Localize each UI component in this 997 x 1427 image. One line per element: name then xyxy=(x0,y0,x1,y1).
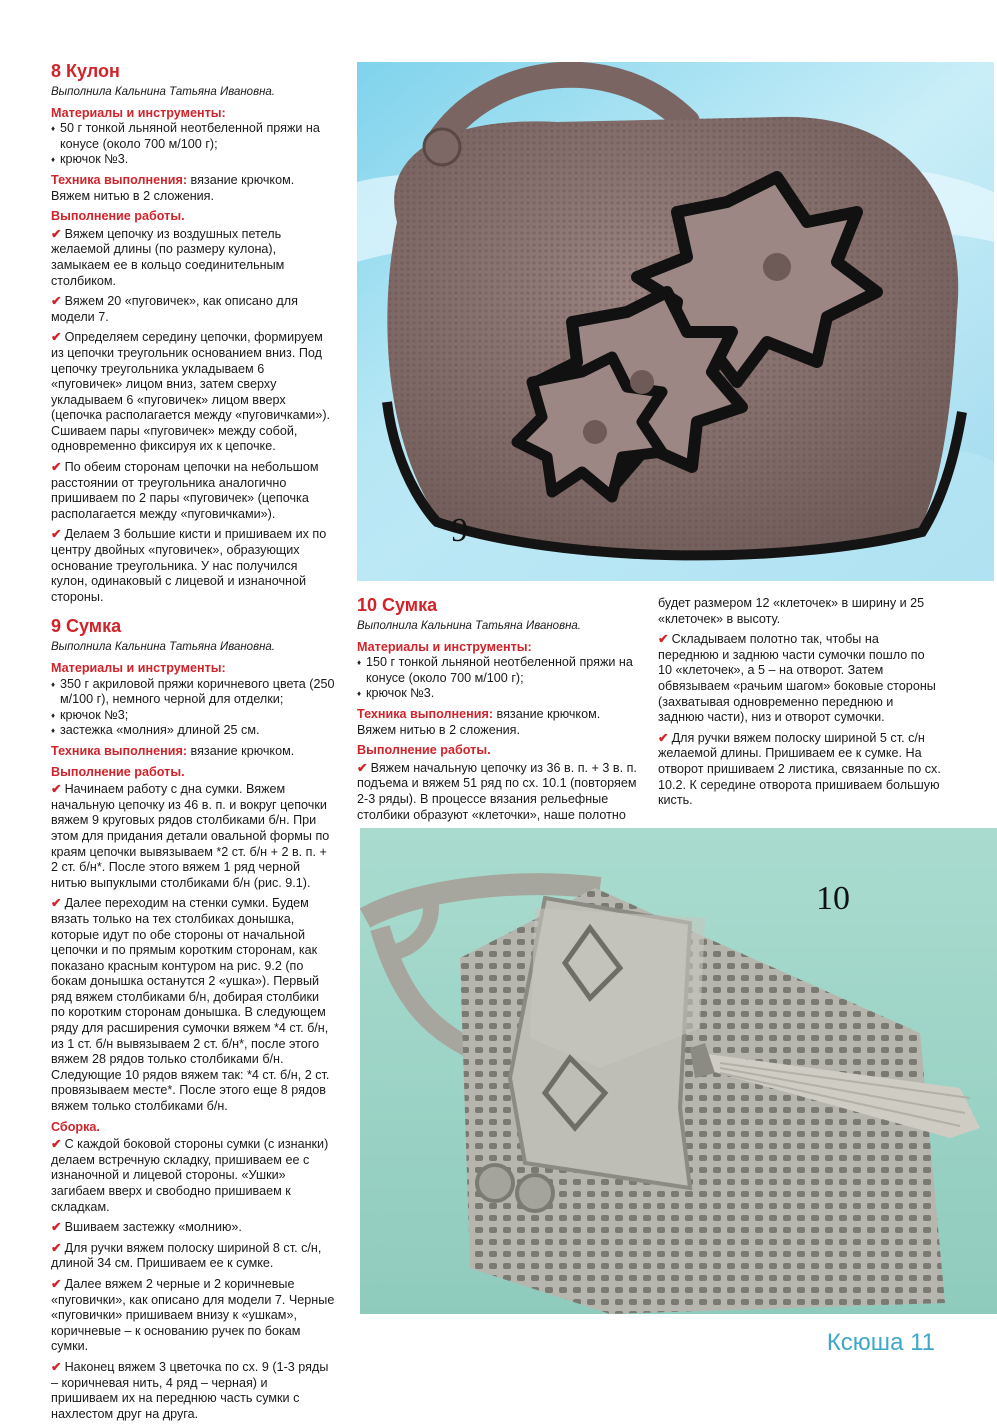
s9-step xyxy=(51,782,335,891)
s8-materials-head: Материалы и инструменты: xyxy=(51,105,226,120)
check-icon: ✔ xyxy=(51,1240,62,1255)
s8-technique xyxy=(51,173,335,204)
bag-9-illustration xyxy=(357,62,994,581)
s9-work-head: Выполнение работы. xyxy=(51,764,185,779)
s8-tech-head: Техника выполнения: xyxy=(51,172,188,187)
s10-step-cont: будет размером 12 «клеточек» в ширину и 25 «клеточек» в высоту. xyxy=(658,596,925,626)
check-icon: ✔ xyxy=(51,1220,62,1235)
s9-assembly-head: Сборка. xyxy=(51,1119,100,1134)
s10-author: Выполнила Кальнина Татьяна Ивановна. xyxy=(357,620,581,632)
s10-step xyxy=(357,761,638,823)
s10-column-2 xyxy=(658,596,942,814)
check-icon: ✔ xyxy=(51,330,62,345)
check-icon: ✔ xyxy=(51,896,62,911)
s9-materials xyxy=(51,677,335,739)
step-text: С каждой боковой стороны сумки (с изнанки) делаем встречную складку, пришиваем ее с изнаночной и лицевой стороны. «Ушки» загибаем вверх и свободно пришиваем к складкам. xyxy=(51,1137,329,1214)
step-text: Для ручки вяжем полоску шириной 8 ст. с/н, длиной 34 см. Пришиваем ее к сумке. xyxy=(51,1240,322,1271)
check-icon: ✔ xyxy=(658,730,669,745)
step-text: Определяем середину цепочки, формируем из цепочки треугольник основанием вниз. Под цепочку треугольника укладываем 6 «пуговичек» лицом вниз, затем сверху укладываем 6 «пуговичек» лицом вверх (цепочка располагается между «пуговичками»). Сшиваем пары «пуговичек» между собой, одновременно фиксируя их к цепочке. xyxy=(51,330,331,454)
s10-tech-text: вязание крючком. Вяжем нитью в 2 сложения. xyxy=(357,706,601,737)
s8-tech-text: вязание крючком. Вяжем нитью в 2 сложения. xyxy=(51,172,295,203)
step-text: Вшиваем застежку «молнию». xyxy=(64,1220,242,1235)
list-item: ♦ застежка «молния» длиной 25 см. xyxy=(51,723,335,739)
s10-tech-head: Техника выполнения: xyxy=(357,706,494,721)
s10-column-1 xyxy=(357,594,638,828)
s9-assembly-step xyxy=(51,1360,335,1422)
s10-technique xyxy=(357,707,638,738)
list-item: ♦ крючок №3. xyxy=(357,686,638,702)
step-text: Для ручки вяжем полоску шириной 5 ст. с/н желаемой длины. Пришиваем ее к сумке. На отворот пришиваем 2 листика, связанные по сх. 10.2. К середине отворота пришиваем большую кисть. xyxy=(658,730,941,808)
check-icon: ✔ xyxy=(658,632,669,647)
step-text: Начинаем работу с дна сумки. Вяжем начальную цепочку из 46 в. п. и вокруг цепочки вяжем 9 круговых рядов столбиками б/н. При этом для придания детали овальной формы по краям цепочки вывязываем *2 ст. б/н + 2 в. п. + 2 ст. б/н*. После этого вяжем 1 ряд черной нитью выпуклыми столбиками б/н (рис. 9.1). xyxy=(51,782,330,890)
photo-9-number: 9 xyxy=(451,512,468,549)
s8-author: Выполнила Кальнина Татьяна Ивановна. xyxy=(51,86,275,98)
s9-assembly-step xyxy=(51,1220,335,1236)
list-item: ♦ 50 г тонкой льняной неотбеленной пряжи на конусе (около 700 м/100 г); xyxy=(51,121,335,152)
step-text: Далее вяжем 2 черные и 2 коричневые «пуговички», как описано для модели 7. Черные «пуговички» пришиваем внизу к «ушкам», коричневые – к основанию ручек по бокам сумки. xyxy=(51,1276,335,1354)
s10-materials-head: Материалы и инструменты: xyxy=(357,639,532,654)
list-item: ♦ 150 г тонкой льняной неотбеленной пряжи на конусе (около 700 м/100 г); xyxy=(357,655,638,686)
step-text: Складываем полотно так, чтобы на переднюю и заднюю части сумочки пошло по 10 «клеточек», а 5 – на отворот. Затем обвязываем «рачьим шагом» боковые стороны (захватывая одновременно переднюю и заднюю части), низ и отворот сумочки. xyxy=(658,632,936,725)
s8-step xyxy=(51,330,335,455)
list-item: ♦ крючок №3. xyxy=(51,152,335,168)
s8-materials xyxy=(51,121,335,168)
list-item: ♦ 350 г акриловой пряжи коричневого цвета (250 м/100 г), немного черной для отделки; xyxy=(51,677,335,708)
left-column xyxy=(51,60,335,1427)
step-text: Далее переходим на стенки сумки. Будем вязать только на тех столбиках донышка, которые идут по обе стороны от начальной цепочки и по прямым коротким сторонам, как показано красным контуром на рис. 9.2 (по бокам донышка останутся 2 «ушка»). Первый ряд вяжем столбиками б/н, добирая столбики по коротким сторонам донышка. В следующем ряду для расширения сумочки вяжем *4 ст. б/н, из 1 ст. б/н вывязываем 2 ст. б/н*, после этого вяжем 28 рядов только столбиками б/н. Следующие 10 рядов вяжем так: *4 ст. б/н, 2 ст. провязываем месте*. После этого еще 8 рядов вяжем только столбиками б/н. xyxy=(51,896,330,1114)
check-icon: ✔ xyxy=(51,1137,62,1152)
s9-technique xyxy=(51,744,335,760)
s9-assembly-step xyxy=(51,1241,335,1272)
check-icon: ✔ xyxy=(51,1359,62,1374)
step-text: Вяжем 20 «пуговичек», как описано для модели 7. xyxy=(51,294,298,324)
photo-10-number: 10 xyxy=(816,880,850,917)
s9-assembly-step xyxy=(51,1137,335,1215)
step-text: Делаем 3 большие кисти и пришиваем их по центру двойных «пуговичек», образующих основание треугольника. У нас получился кулон, одинаковый с лицевой и изнаночной стороны. xyxy=(51,527,327,604)
photo-bag-10 xyxy=(360,828,997,1314)
s10-work-head: Выполнение работы. xyxy=(357,743,491,758)
s10-step xyxy=(658,731,942,809)
s10-step xyxy=(658,632,942,726)
page-footer: Ксюша 11 xyxy=(826,1329,935,1356)
check-icon: ✔ xyxy=(51,226,62,241)
list-item: ♦ крючок №3; xyxy=(51,708,335,724)
s8-step xyxy=(51,294,335,325)
s9-step xyxy=(51,896,335,1114)
step-text: Наконец вяжем 3 цветочка по сх. 9 (1-3 ряды – коричневая нить, 4 ряд – черная) и пришиваем их на переднюю часть сумки с нахлестом друг на друга. xyxy=(51,1359,329,1421)
check-icon: ✔ xyxy=(51,527,62,542)
s8-step xyxy=(51,460,335,522)
step-text: Вяжем начальную цепочку из 36 в. п. + 3 в. п. подъема и вяжем 51 ряд по сх. 10.1 (повторяем 2-3 ряды). В процессе вязания рельефные столбики образуют «клеточки», наше полотно xyxy=(357,760,637,822)
s9-materials-head: Материалы и инструменты: xyxy=(51,661,226,675)
bag-10-illustration xyxy=(360,828,997,1314)
check-icon: ✔ xyxy=(51,460,62,475)
s9-tech-text: вязание крючком. xyxy=(190,743,295,758)
s10-materials xyxy=(357,655,638,702)
check-icon: ✔ xyxy=(51,294,62,309)
s9-title: 9 Сумка xyxy=(51,616,122,637)
check-icon: ✔ xyxy=(51,1276,62,1291)
s9-assembly-step xyxy=(51,1277,335,1355)
step-text: По обеим сторонам цепочки на небольшом расстоянии от треугольника аналогично пришиваем по 2 пары «пуговичек» (цепочка располагается между «пуговичками»). xyxy=(51,460,319,521)
step-text: Вяжем цепочку из воздушных петель желаемой длины (по размеру кулона), замыкаем ее в кольцо соединительным столбиком. xyxy=(51,226,285,288)
check-icon: ✔ xyxy=(357,760,368,775)
s8-step xyxy=(51,227,335,289)
s9-author: Выполнила Кальнина Татьяна Ивановна. xyxy=(51,641,275,654)
check-icon: ✔ xyxy=(51,782,62,797)
s9-tech-head: Техника выполнения: xyxy=(51,743,188,758)
photo-bag-9 xyxy=(357,62,994,581)
s8-step xyxy=(51,527,335,605)
s8-title: 8 Кулон xyxy=(51,61,120,81)
s10-title: 10 Сумка xyxy=(357,595,438,615)
s8-work-head: Выполнение работы. xyxy=(51,209,185,224)
